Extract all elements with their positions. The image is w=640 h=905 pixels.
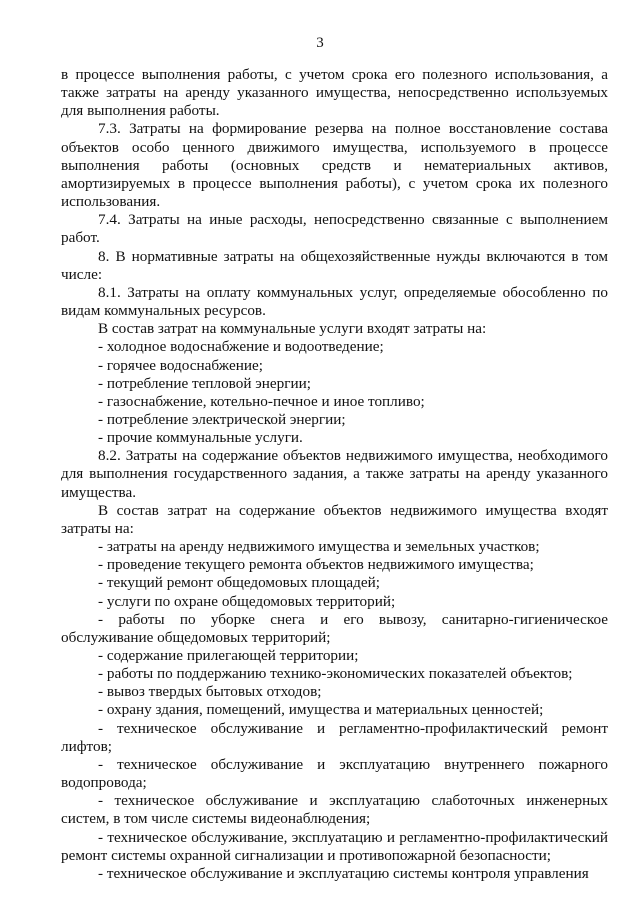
- list-item: - газоснабжение, котельно-печное и иное топливо;: [98, 392, 425, 410]
- list-item: - техническое обслуживание и регламентно-профилактический ремонт лифтов;: [61, 719, 608, 755]
- list-item: - работы по уборке снега и его вывозу, санитарно-гигиеническое обслуживание общедомовых территорий;: [61, 610, 608, 646]
- list-item: - проведение текущего ремонта объектов недвижимого имущества;: [98, 556, 534, 574]
- maintenance-intro: В состав затрат на содержание объектов недвижимого имущества входят затраты на:: [61, 501, 608, 537]
- list-item: - содержание прилегающей территории;: [98, 647, 359, 664]
- paragraph-continuation: в процессе выполнения работы, с учетом срока его полезного использования, а также затраты на аренду указанного имущества, непосредственно используемых для выполнения работы.: [61, 66, 608, 120]
- list-item: - потребление электрической энергии;: [98, 410, 346, 428]
- paragraph-8: 8. В нормативные затраты на общехозяйственные нужды включаются в том числе:: [61, 247, 608, 283]
- list-item: - вывоз твердых бытовых отходов;: [98, 683, 322, 701]
- list-item: - техническое обслуживание и эксплуатацию системы контроля управления: [98, 864, 589, 882]
- list-item: - холодное водоснабжение и водоотведение;: [98, 338, 384, 356]
- list-item: - техническое обслуживание и эксплуатацию слаботочных инженерных систем, в том числе системы видеонаблюдения;: [61, 792, 608, 828]
- page-number: 3: [316, 35, 324, 51]
- list-item: - затраты на аренду недвижимого имущества и земельных участков;: [98, 538, 540, 556]
- list-item: - техническое обслуживание и эксплуатацию внутреннего пожарного водопровода;: [61, 755, 608, 792]
- paragraph-7-4: 7.4. Затраты на иные расходы, непосредственно связанные с выполнением работ.: [61, 211, 608, 247]
- list-item: - прочие коммунальные услуги.: [98, 429, 303, 447]
- list-item: - работы по поддержанию технико-экономических показателей объектов;: [98, 665, 573, 683]
- utilities-intro: В состав затрат на коммунальные услуги входят затраты на:: [98, 320, 487, 338]
- list-item: - текущий ремонт общедомовых площадей;: [98, 574, 380, 592]
- paragraph-8-2: 8.2. Затраты на содержание объектов недвижимого имущества, необходимого для выполнения государственного задания, а также затраты на аренду указанного имущества.: [61, 447, 608, 501]
- paragraph-7-3: 7.3. Затраты на формирование резерва на полное восстановление состава объектов особо ценного движимого имущества, используемого в процессе выполнения работы (основных средств и нематериальных активов, амортизируемых в процессе выполнения работы), с учетом срока их полезного использования.: [61, 120, 608, 211]
- list-item: - техническое обслуживание, эксплуатацию и регламентно-профилактический ремонт системы охранной сигнализации и противопожарной безопасности;: [61, 828, 608, 864]
- paragraph-8-1: 8.1. Затраты на оплату коммунальных услуг, определяемые обособленно по видам коммунальных ресурсов.: [61, 283, 608, 320]
- document-body: [61, 66, 608, 883]
- list-item: - горячее водоснабжение;: [98, 356, 263, 374]
- list-item: - услуги по охране общедомовых территорий;: [98, 592, 396, 610]
- list-item: - охрану здания, помещений, имущества и материальных ценностей;: [98, 701, 544, 719]
- list-item: - потребление тепловой энергии;: [98, 374, 311, 392]
